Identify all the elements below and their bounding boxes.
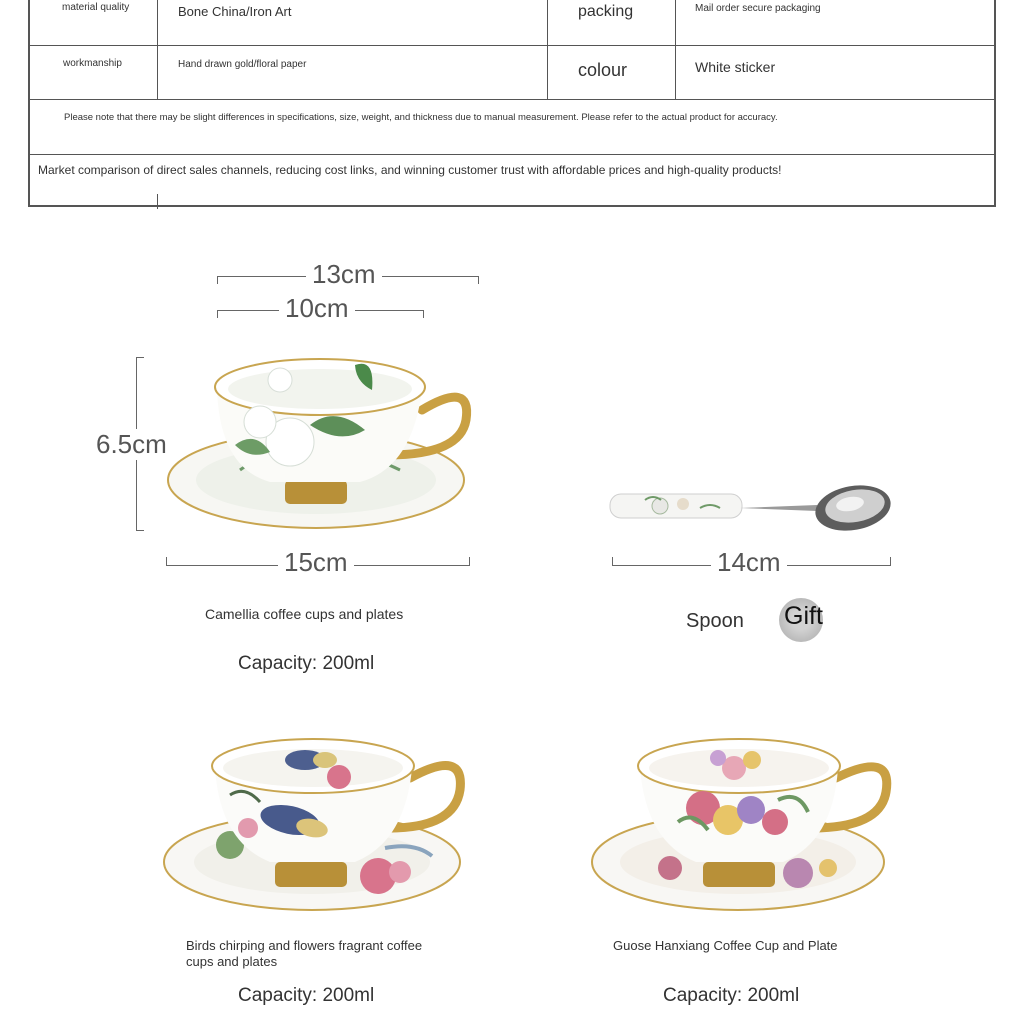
dimension-tick — [478, 276, 479, 284]
spoon-caption: Spoon — [686, 610, 744, 632]
dimension-6-5cm: 6.5cm — [90, 429, 173, 460]
dimension-tick — [136, 530, 144, 531]
measurement-note: Please note that there may be slight differences in specifications, size, weight, and thickness due to manual measurement. Please refer to the actual product for accuracy. — [64, 112, 778, 123]
material-label: material quality — [62, 2, 130, 13]
workmanship-label: workmanship — [63, 58, 122, 69]
market-statement: Market comparison of direct sales channels, reducing cost links, and winning customer trust with affordable prices and high-quality products! — [38, 163, 782, 177]
camellia-cup-image — [160, 350, 480, 540]
table-divider — [30, 45, 994, 46]
peony-caption: Guose Hanxiang Coffee Cup and Plate — [613, 938, 838, 953]
table-divider — [30, 99, 994, 100]
packing-value: Mail order secure packaging — [695, 3, 821, 14]
dimension-tick — [136, 357, 144, 358]
table-divider — [30, 154, 994, 155]
dimension-tick — [469, 557, 470, 565]
dimension-tick — [217, 310, 218, 318]
dimension-tick — [217, 276, 218, 284]
colour-value: White sticker — [695, 59, 776, 75]
dimension-tick — [166, 557, 167, 565]
peony-cup-image — [588, 730, 898, 920]
dimension-13cm: 13cm — [306, 259, 382, 290]
packing-label: packing — [578, 3, 634, 20]
spoon-image — [605, 478, 900, 538]
camellia-capacity: Capacity: 200ml — [238, 653, 375, 674]
gift-label: Gift — [784, 602, 823, 630]
table-divider — [675, 0, 676, 99]
camellia-caption: Camellia coffee cups and plates — [205, 606, 404, 622]
dimension-14cm: 14cm — [711, 547, 787, 578]
dimension-tick — [890, 557, 891, 565]
peony-capacity: Capacity: 200ml — [663, 985, 800, 1006]
bird-cup-image — [160, 730, 470, 920]
bird-capacity: Capacity: 200ml — [238, 985, 375, 1006]
dimension-tick — [612, 557, 613, 565]
dimension-10cm: 10cm — [279, 293, 355, 324]
table-divider — [157, 0, 158, 99]
dimension-tick — [423, 310, 424, 318]
dimension-15cm: 15cm — [278, 547, 354, 578]
table-divider — [547, 0, 548, 99]
workmanship-value: Hand drawn gold/floral paper — [178, 59, 307, 70]
material-value: Bone China/Iron Art — [178, 4, 292, 19]
spec-table — [28, 0, 996, 207]
table-divider — [157, 194, 158, 209]
bird-caption: Birds chirping and flowers fragrant coffee cups and plates — [186, 938, 423, 969]
colour-label: colour — [578, 60, 628, 80]
